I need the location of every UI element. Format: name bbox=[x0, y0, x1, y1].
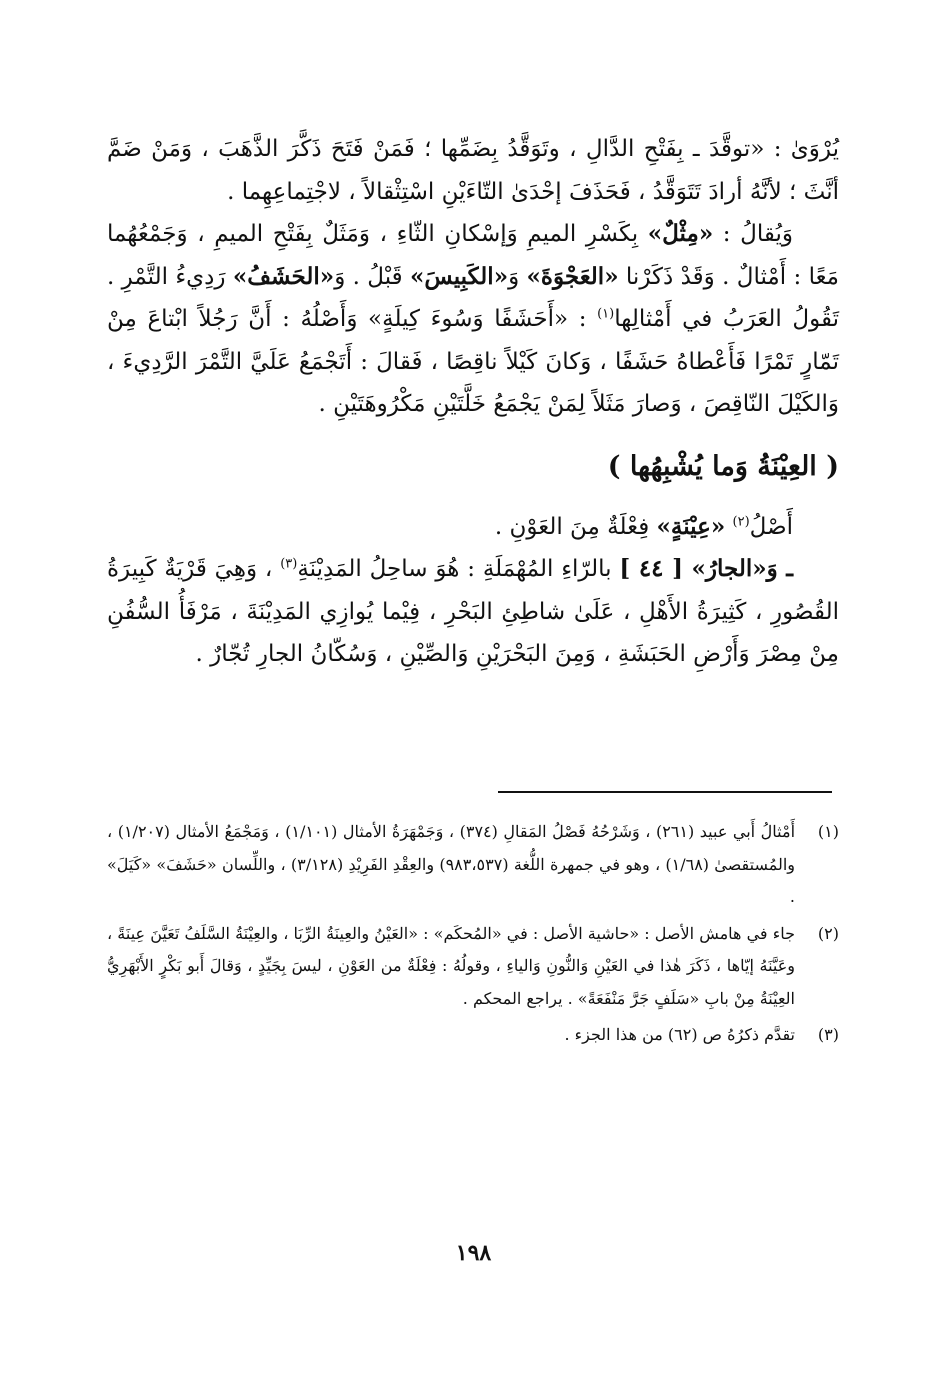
footnote-ref: (٢) bbox=[732, 513, 750, 529]
footnote-number: (١) bbox=[817, 822, 839, 841]
footnote-separator bbox=[498, 791, 832, 793]
footnote-number: (٣) bbox=[817, 1025, 839, 1044]
footnote-text: أَمْثالُ أَبي عبيد (٢٦١) ، وَشَرْحُهُ فَصْلُ المَقالِ (٣٧٤) ، وَجَمْهَرَةُ الأمثال (١/١٠١) ، وَمَجْمَعُ الأمثال (١/٢٠٧) ، والمُستقصىٰ (١/٦٨) ، وهو في جمهرة اللُّغة (٩٨٣،٥٣٧) والعِقْدِ الفَرِيْدِ (٣/١٢٨) ، واللِّسان «حَشَفَ» «كَيَلَ» . bbox=[107, 822, 796, 906]
bold-term: ـ وَ«الجارُ» [ ٤٤ ] bbox=[619, 555, 794, 582]
paragraph-text: قَبْلُ . وَ bbox=[334, 263, 411, 290]
paragraph-text: رَدِيءُ التَّمْرِ . تَقُولُ العَرَبُ في أَمْثالِها bbox=[107, 263, 839, 332]
section-heading: ( العِيْنَةُ وَما يُشْبِهُها ) bbox=[607, 450, 839, 482]
footnote-item bbox=[107, 1019, 839, 1052]
footnote-item bbox=[107, 816, 839, 914]
footnote-ref: (٣) bbox=[280, 556, 298, 572]
paragraph-text: ، وَهِيَ قَرْيَةٌ كَبِيرَةُ القُصُورِ ، كَثِيرَةُ الأَهْلِ ، عَلَىٰ شاطِئِ البَحْرِ ، فِيْما يُوازِي المَدِيْنَةَ ، مَرْفَأُ السُّفُنِ مِنْ مِصْرَ وَأَرْضِ الحَبَشَةِ ، وَمِنَ البَحْرَيْنِ وَالصِّيْنِ ، وَسُكّانُ الجارِ تُجّارٌ . bbox=[107, 556, 839, 667]
paragraph-text: وَيُقالُ : bbox=[713, 221, 794, 247]
footnote-item bbox=[107, 918, 839, 1016]
footnote-number: (٢) bbox=[817, 923, 839, 943]
page-number: ١٩٨ bbox=[455, 1240, 492, 1266]
paragraph-text: بِكَسْرِ الميمِ وَإسْكانِ الثّاءِ ، وَمَثَلٌ بِفَتْحِ الميمِ ، وَجَمْعُهُما مَعًا : أَمْثالٌ . وَقَدْ ذَكَرْنا bbox=[107, 221, 839, 290]
paragraph-text: وَ bbox=[508, 263, 527, 290]
paragraph-text: بالرّاءِ المُهْمَلَةِ : هُوَ ساحِلُ المَدِيْنَةِ bbox=[297, 556, 620, 582]
main-text bbox=[107, 128, 839, 676]
bold-term: «الحَشَفُ» bbox=[232, 262, 335, 290]
paragraph-text: : «أَحَشَفًا وَسُوءَ كِيلَةٍ» وَأَصْلُهُ : أَنَّ رَجُلاً ابْتاعَ مِنْ تَمّارٍ تَمْرًا فَأَعْطاهُ حَشَفًا ، وَكانَ كَيْلاً ناقِصًا ، فَقالَ : أَتَجْمَعُ عَلَيَّ التَّمْرَ الرَّدِيءَ ، وَالكَيْلَ النّاقِصَ ، وَصارَ مَثَلاً لِمَنْ يَجْمَعُ خَلَّتَيْنِ مَكْرُوهَتَيْنِ . bbox=[107, 306, 839, 417]
bold-term: «مِثْلٌ» bbox=[647, 220, 714, 247]
bold-term: «عِيْنَةٍ» bbox=[656, 512, 726, 540]
bold-term: «الكَبِيسَ» bbox=[410, 262, 509, 290]
paragraph-tawaqqad bbox=[107, 128, 839, 213]
paragraph-text: يُرْوَىٰ : «توقَّدَ ـ بِفَتْحِ الدَّالِ ، وتَوَقَّدُ بِضَمِّها ؛ فَمَنْ فَتَحَ ذَكَّرَ الذَّهَبَ ، وَمَنْ ضَمَّ أنَّثَ ؛ لأنَّهُ أرادَ تَتَوَقَّدُ ، فَحَذَفَ إحْدَىٰ التّاءَيْنِ اسْتِثْقالاً ، لاجْتِماعِهِما . bbox=[107, 136, 839, 205]
paragraph-text: أَصْلُ bbox=[749, 513, 793, 540]
bold-term: «العَجْوَةَ» bbox=[526, 262, 619, 290]
paragraph-text bbox=[725, 514, 732, 540]
paragraph-jar bbox=[107, 548, 839, 676]
footnotes bbox=[107, 816, 839, 1056]
footnote-text: جاء في هامش الأصل : «حاشية الأصل : في «المُحكَم» : «العَيْنُ والعِينَةُ الرِّبَا ، والعِيْنَةُ السَّلَفُ تَعَيَّنَ عِينَةً ، وعَيَّنَهُ إيّاها ، ذَكَرَ هٰذا في العَيْنِ وَالنُّونِ وَالياءِ ، وقولُهُ : فِعْلَةٌ من العَوْنِ ، ليسَ بِجَيِّدٍ ، وَقالَ أَبو بَكْرٍ الأَبْهَرِيُّ العِيْنَةُ مِنْ بابِ «سَلَفٍ جَرَّ مَنْفَعَةً» . يراجع المحكم . bbox=[107, 923, 796, 1008]
paragraph-mithl bbox=[107, 213, 839, 426]
paragraph-ayna bbox=[107, 506, 839, 549]
footnote-ref: (١) bbox=[597, 306, 615, 322]
paragraph-text: فِعْلَةٌ مِنَ العَوْنِ . bbox=[494, 513, 657, 540]
footnote-text: تقدَّم ذكرُهُ ص (٦٢) من هذا الجزء . bbox=[564, 1025, 795, 1044]
